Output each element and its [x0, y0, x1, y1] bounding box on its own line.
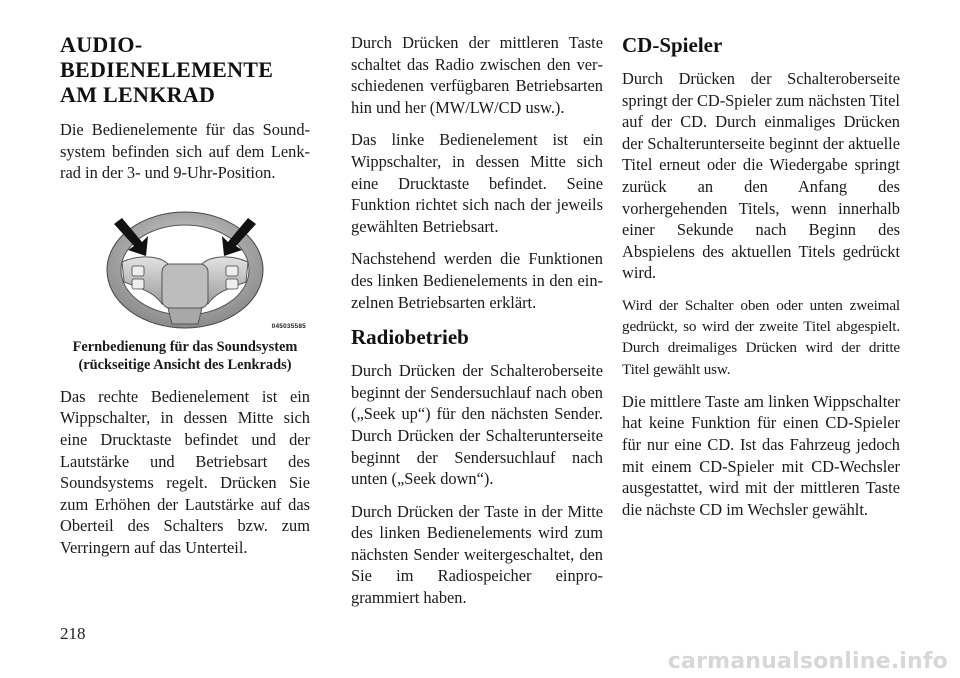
body-paragraph: Durch Drücken der mittleren Taste schaltet das Radio zwischen den verschiedenen verfügbaren Betriebsarten hin und her (MW/LW/CD usw.).: [351, 33, 603, 117]
body-paragraph: Die mittlere Taste am linken Wippschalter hat keine Funktion für einen CD-Spieler für nur eine CD. Ist das Fahrzeug jedoch mit einem CD-Spieler mit CD-Wechsler ausgestattet, wird mit der mittleren Taste die nächste CD im Wechsler gewählt.: [622, 391, 900, 519]
section-heading: [60, 32, 310, 107]
body-paragraph: Wird der Schalter oben oder unten zweimal gedrückt, so wird der zweite Titel abgespielt. Durch dreimaliges Drücken wird der dritte Titel gewählt usw.: [622, 296, 900, 378]
body-paragraph: Nachstehend werden die Funktionen des linken Bedienelements in den einzelnen Betriebsarten erklärt.: [351, 249, 603, 312]
body-paragraph: Durch Drücken der Schalteroberseite springt der CD-Spieler zum nächsten Titel auf der CD. Durch einmaliges Drücken der Schalterunterseite beginnt der aktuelle Titel erneut oder die Wiedergabe springt zurück an den Anfang des vorhergehenden Titels, wenn innerhalb einer Sekunde nach Beginn des Abspielens des aktuellen Titels gedrückt wird.: [622, 69, 900, 283]
figure-caption: [60, 338, 310, 374]
steering-wheel-figure: [60, 204, 310, 332]
subheading-radio: Radiobetrieb: [351, 325, 469, 350]
intro-paragraph: Die Bedienelemente für das Soundsystem befinden sich auf dem Lenkrad in der 3- und 9-Uhr-Position.: [60, 120, 310, 183]
heading-line: BEDIENELEMENTE: [60, 57, 274, 82]
body-paragraph: Durch Drücken der Taste in der Mitte des linken Bedienelements wird zum nächsten Sender weitergeschaltet, den Sie im Radiospeicher einprogrammiert haben.: [351, 501, 603, 608]
page-number: 218: [60, 624, 86, 643]
figure-code: 045035585: [271, 322, 306, 330]
steering-wheel-illustration: [60, 204, 310, 332]
caption-line: (rückseitige Ansicht des Lenkrads): [78, 356, 292, 373]
body-paragraph: Durch Drücken der Schalteroberseite beginnt der Sendersuchlauf nach oben („Seek up“) für den nächsten Sender. Durch Drücken der Schalterunterseite beginnt der Sendersuchlauf nach unten („Seek down“).: [351, 361, 603, 489]
column-middle: [351, 32, 603, 620]
watermark: carmanualsonline.info: [667, 649, 948, 674]
body-paragraph: Das linke Bedienelement ist ein Wippschalter, in dessen Mitte sich eine Drucktaste befindet. Seine Funktion richtet sich nach der jeweils gewählten Betriebsart.: [351, 130, 603, 236]
caption-line: Fernbedienung für das Soundsystem: [72, 338, 298, 355]
heading-line: AUDIO-: [60, 32, 143, 57]
column-right: [622, 32, 900, 531]
body-paragraph: Das rechte Bedienelement ist ein Wippschalter, in dessen Mitte sich eine Drucktaste befindet und der Lautstärke und Betriebsart des Soundsystems regelt. Drücken Sie zum Erhöhen der Lautstärke auf das Oberteil des Schalters bzw. zum Verringern auf das Unterteil.: [60, 386, 310, 557]
heading-line: AM LENKRAD: [60, 82, 216, 107]
subheading-cd: CD-Spieler: [622, 33, 723, 57]
column-left: [60, 32, 310, 570]
